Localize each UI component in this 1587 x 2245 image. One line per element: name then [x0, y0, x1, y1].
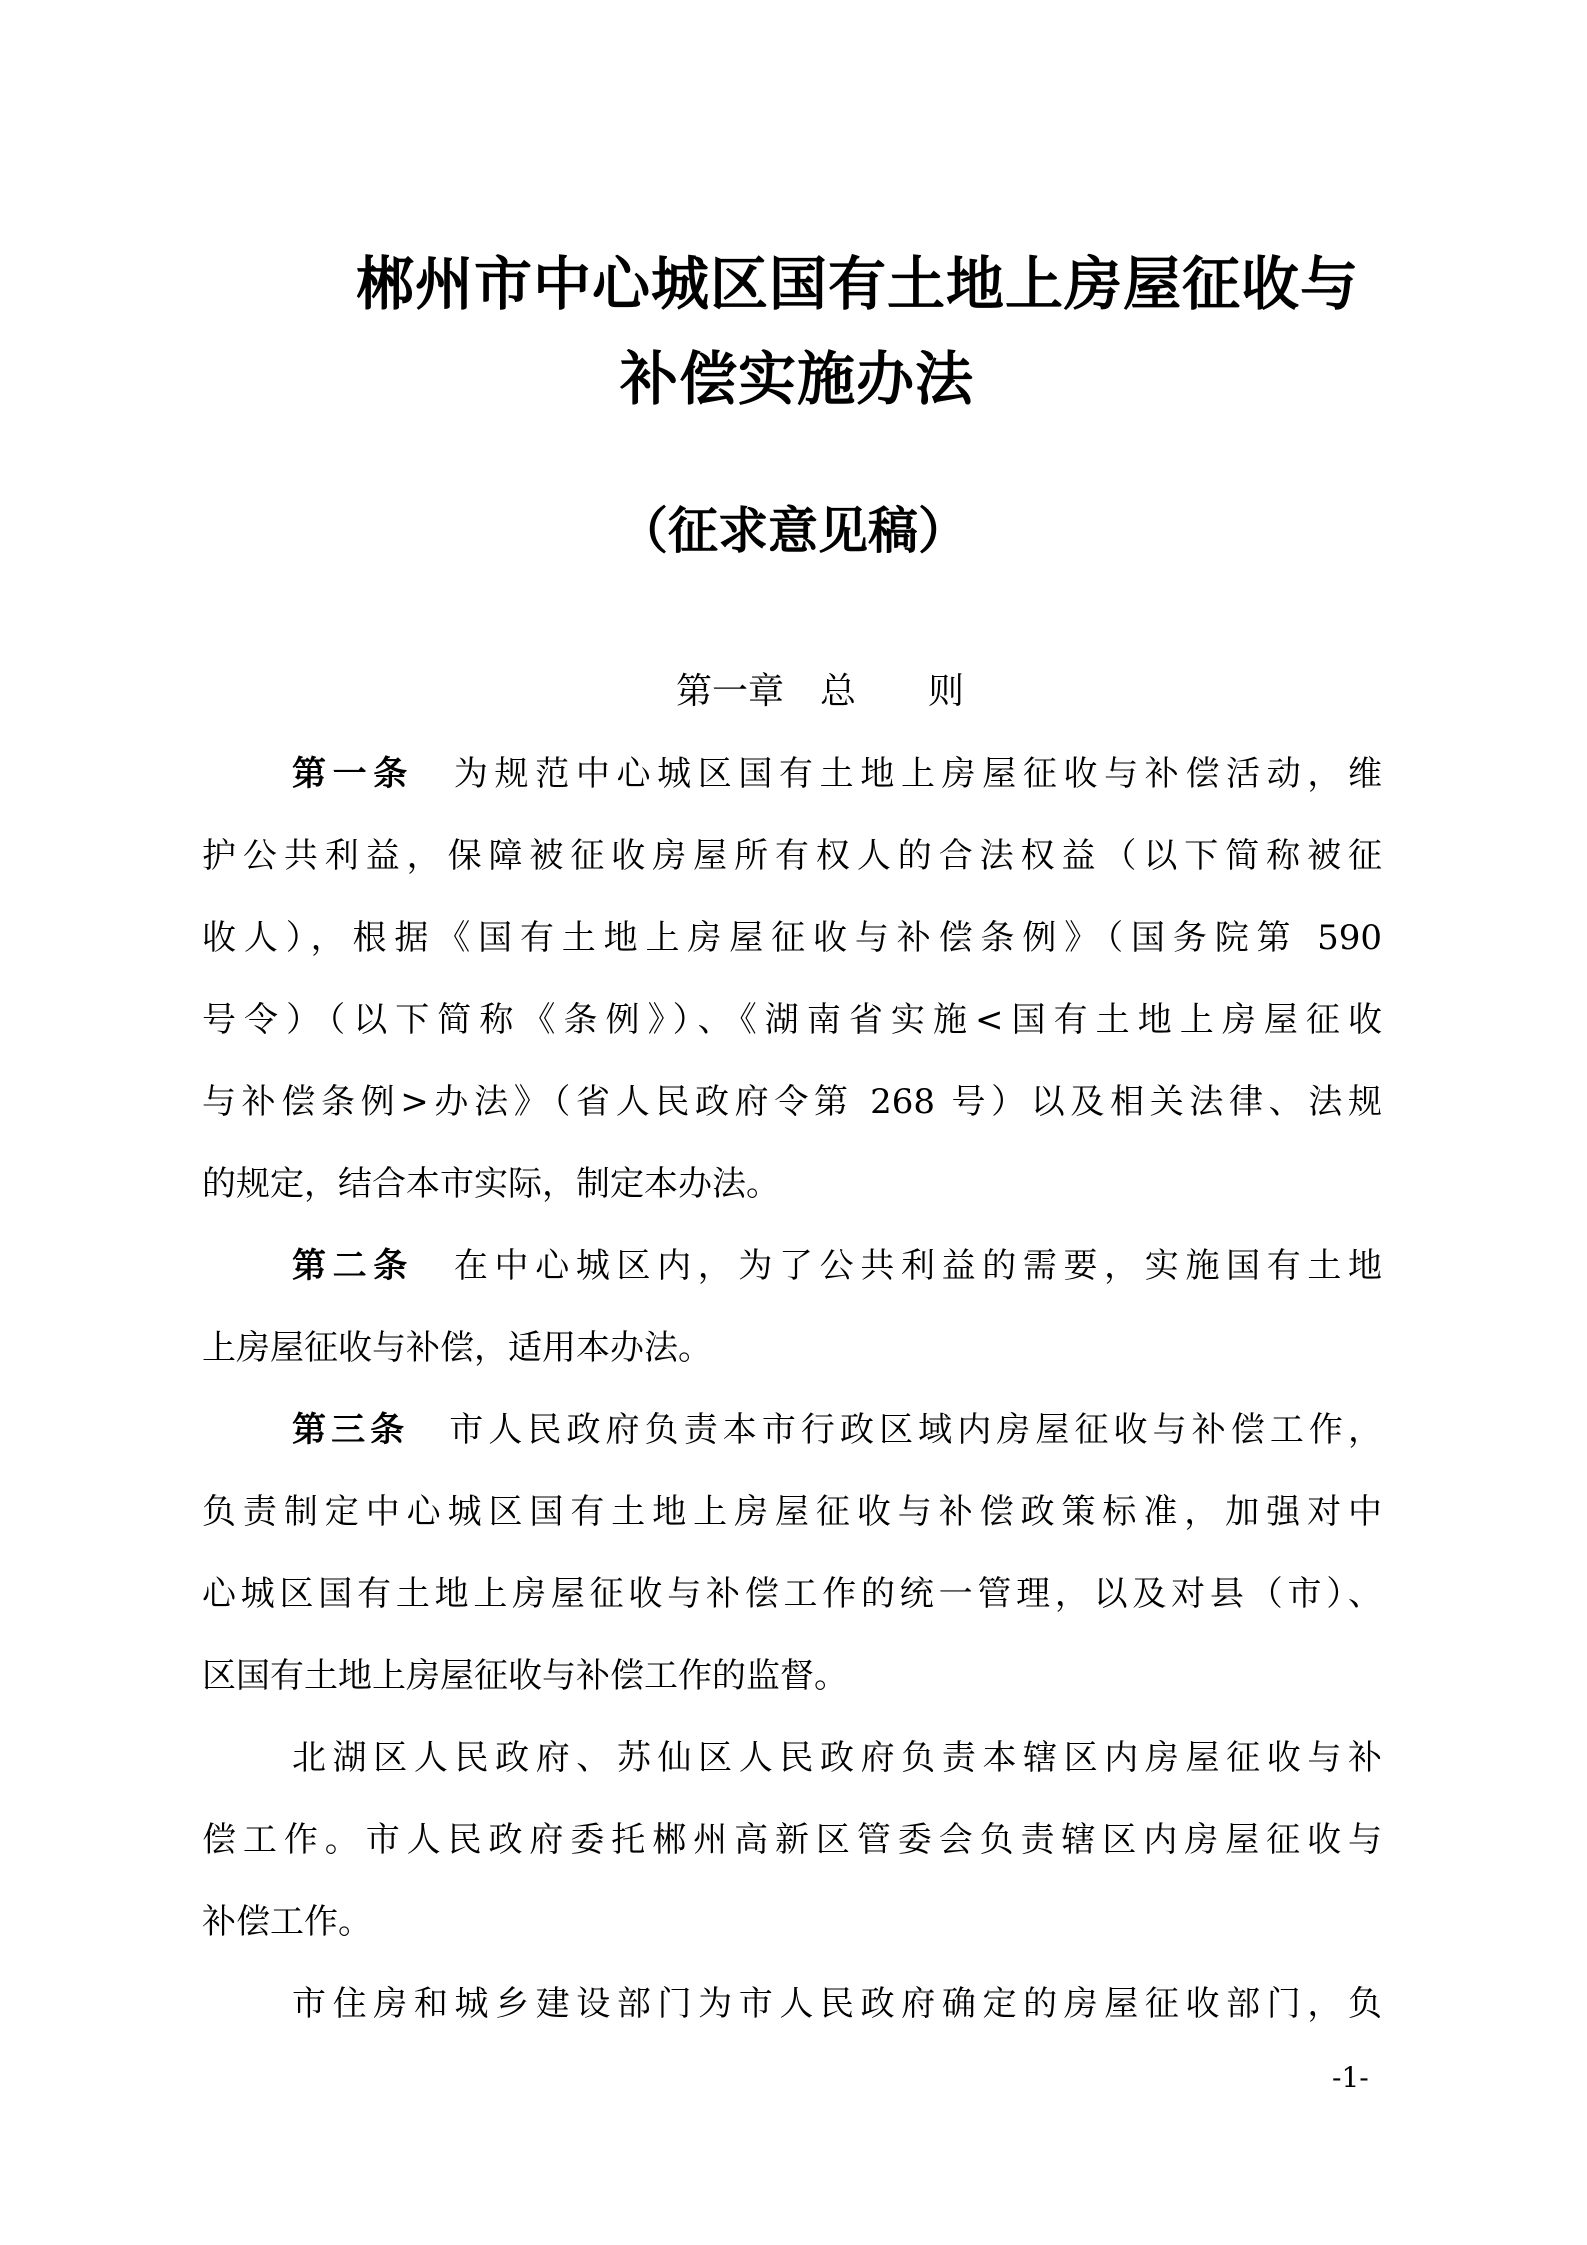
article-1-line-6: 的规定，结合本市实际，制定本办法。: [202, 1164, 780, 1204]
paragraph-2-line-1: 市住房和城乡建设部门为市人民政府确定的房屋征收部门，负: [292, 1984, 1382, 2024]
article-3-line-1: [292, 1408, 1382, 1452]
article-text: 为规范中心城区国有土地上房屋征收与补偿活动，维: [453, 754, 1383, 794]
paragraph-1-line-2: 偿工作。市人民政府委托郴州高新区管委会负责辖区内房屋征收与: [202, 1820, 1382, 1860]
paragraph-1-line-3: 补偿工作。: [202, 1902, 372, 1942]
article-3-line-2: 负责制定中心城区国有土地上房屋征收与补偿政策标准，加强对中: [202, 1492, 1382, 1532]
chapter-heading: 第一章 总 则: [676, 671, 965, 712]
article-text: 市人民政府负责本市行政区域内房屋征收与补偿工作，: [449, 1410, 1383, 1450]
article-3-line-4: 区国有土地上房屋征收与补偿工作的监督。: [202, 1656, 848, 1696]
page-number: -1-: [1332, 2061, 1369, 2094]
article-3-line-3: 心城区国有土地上房屋征收与补偿工作的统一管理，以及对县（市）、: [202, 1574, 1382, 1614]
article-1-line-2: 护公共利益，保障被征收房屋所有权人的合法权益（以下简称被征: [202, 836, 1382, 876]
document-subtitle: （征求意见稿）: [618, 501, 968, 560]
paragraph-1-line-1: 北湖区人民政府、苏仙区人民政府负责本辖区内房屋征收与补: [292, 1738, 1382, 1778]
article-1-line-5: 与补偿条例>办法》（省人民政府令第 268 号）以及相关法律、法规: [202, 1082, 1382, 1122]
article-label: 第一条: [292, 754, 414, 794]
article-1-line-3: 收人），根据《国有土地上房屋征收与补偿条例》（国务院第 590: [202, 918, 1382, 958]
article-2-line-1: [292, 1244, 1382, 1288]
document-title-line-1: 郴州市中心城区国有土地上房屋征收与: [356, 250, 1360, 318]
article-label: 第三条: [292, 1410, 410, 1450]
article-label: 第二条: [292, 1246, 414, 1286]
article-1-line-1: [292, 752, 1382, 796]
article-2-line-2: 上房屋征收与补偿，适用本办法。: [202, 1328, 712, 1368]
document-title-line-2: 补偿实施办法: [620, 345, 975, 413]
article-1-line-4: 号令）（以下简称《条例》）、《湖南省实施<国有土地上房屋征收: [202, 1000, 1382, 1040]
article-text: 在中心城区内，为了公共利益的需要，实施国有土地: [453, 1246, 1383, 1286]
